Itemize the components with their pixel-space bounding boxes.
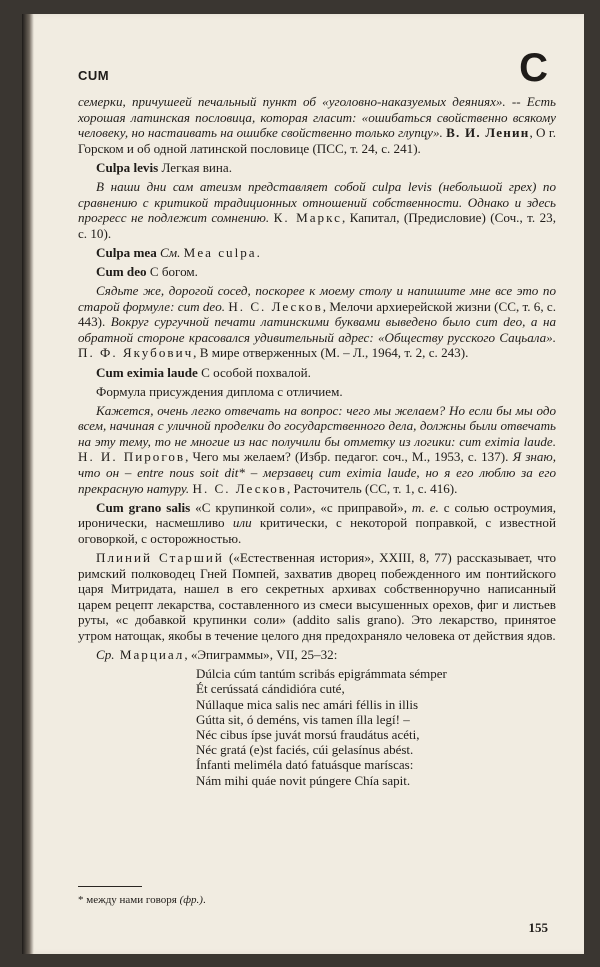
entry-cum-eximia-laude [78,365,556,381]
cite-source: , Расточитель (СС, т. 1, с. 416). [286,480,458,496]
example-quote: Вокруг сургучной печати латинскими буквами выведено было cum deo, а на обратной стороне красовался удивительный адрес: «Обществу русского Сацьала». [78,314,556,345]
poem-line: Núllaque mica salis nec amári féllis in illis [196,696,419,712]
page-number: 155 [528,920,548,935]
see-end: . [256,244,260,260]
entry-cum-grano-salis [78,500,556,547]
poem-line: Dúlcia cúm tantúm scribás epigrámmata sémper [196,666,447,682]
continued-quote: семерки, причушеей печальный пункт об «уголовно-наказуемых деяниях». -- Есть хорошая латинская пословица, которая гласит: «ошибаться свойственно всякому человеку, но настаивать на ошибке свойственно только глупцу». [78,94,556,141]
entry-translation: «С крупинкой соли», «с приправой», [190,499,412,515]
cite-source: , Чего мы желаем? (Избр. педагог. соч., М., 1953, с. 137). [185,449,509,465]
cite-source: , Мелочи архиерейской жизни (СС, т. 6, с. 443). [78,298,556,330]
entry-headword: Cum eximia laude [96,364,198,380]
example-quote: В наши дни сам атеизм представляет собой culpa levis (небольшой грех) по сравнению с критикой традиционных отношений собственности. Однако и здесь прогресс не подлежит сомнению. [78,178,556,226]
entry-cf-reference [78,647,556,663]
poem-line: Nám mihi quáe novit púngere Chía sapit. [196,772,411,788]
see-reference: Mea culpa [183,244,257,260]
cf-label: Ср. [96,647,115,663]
paragraph-text: («Естественная история», XXIII, 8, 77) рассказывает, что римский полководец Гней Помпей, захватив дворец побежденного им понтийского царя Митридата, нашел в его секретных архивах собственноручно написанный царем рецепт лекарства, составленного из смеси высушенных орехов, фиг и листьев руты, «с добавкой крупинки соли» (addito salis grano). Это лекарство, принятое утром натощак, якобы в течение целого дня предохраняло человека от действия ядов. [78,550,556,643]
cite-author: П. Ф. Якубович [78,345,194,361]
cite-author: Марциал [114,647,185,663]
see-label: См. [156,244,184,260]
poem-line: Gútta sit, ó deméns, vis tamen ílla legí! – [196,711,410,727]
entry-cum-eximia-example [78,403,556,497]
entry-translation: С особой похвалой. [197,364,311,380]
continued-entry [78,94,556,156]
running-headword: CUM [78,68,110,83]
entry-headword: Culpa levis [96,159,159,175]
dictionary-page [22,14,584,954]
entry-cum-deo [78,264,556,280]
page-body [78,94,556,788]
entry-culpa-levis-example [78,179,556,241]
footnote-mark: * [78,894,84,906]
example-quote: Сядьте же, дорогой сосед, поскорее к моему столу и напишите мне все это по старой формуле: cum deo. [78,283,556,314]
entry-translation: Легкая вина. [158,159,233,175]
cite-author: В. И. Ленин [446,125,530,141]
example-quote: Кажется, очень легко отвечать на вопрос: чего мы желаем? Но если бы мы одо всем, начиная с уличной проделки до государственного дела, должны были отвечать на эту тему, то не многие из нас получили бы отметку из логики: cum eximia laude. [78,402,556,449]
cite-author: Н. С. Лесков [228,298,323,314]
poem-line: Ínfanti meliméla dató fatuásque maríscas: [196,757,414,773]
abbrev-te: т. е. [411,499,439,515]
poem-line: Ét cerússatá cándidióra cuté, [196,681,345,697]
entry-headword: Cum grano salis [96,499,191,515]
cite-author: К. Маркс [273,210,342,226]
poem-line: Néc gratá (e)st faciés, cúi gelasínus abést. [196,742,414,758]
footnote-divider [78,886,142,887]
entry-culpa-mea [78,245,556,261]
footnote-lang: (фр.) [179,894,203,906]
word-ili: или [232,515,252,531]
entry-cum-deo-example [78,283,556,361]
entry-culpa-levis [78,160,556,176]
cite-source: , В мире отверженных (М. – Л., 1964, т. 2, с. 243). [193,345,469,361]
poem-line: Néc cibus ípse juvát morsú fraudátus acéti, [196,727,420,742]
cite-source: , «Эпиграммы», VII, 25–32: [184,647,338,663]
entry-headword: Culpa mea [96,244,157,260]
entry-definition: критически, с некоторой поправкой, с известной оговоркой, с осторожностью. [78,515,556,546]
section-letter: C [519,46,548,90]
footnote-end: . [202,894,206,906]
entry-definition: с солью остроумия, иронически, насмешливо [78,499,557,531]
cite-author: Плиний Старший [96,550,224,566]
footnote [78,894,206,906]
cite-source: , О г. Горском и об одной латинской пословице (ПСС, т. 24, с. 241). [78,125,556,156]
page-binding-edge [22,14,34,954]
cite-author: Н. С. Лесков [192,480,287,496]
example-quote: Я знаю, что он – entre nous soit dit* – мерзавец cum eximia laude, но я его люблю за его прекрасную натуру. [78,449,556,496]
cite-source: , Капитал, (Предисловие) (Соч., т. 23, с. 10). [78,210,556,241]
latin-poem [196,666,556,788]
entry-headword: Cum deo [96,263,147,279]
footnote-text: между нами говоря [83,894,180,906]
entry-definition: Формула присуждения диплома с отличием. [96,383,343,399]
entry-pliny-paragraph [78,550,556,644]
cite-author: Н. И. Пирогов [78,449,186,465]
entry-translation: С богом. [146,263,198,279]
